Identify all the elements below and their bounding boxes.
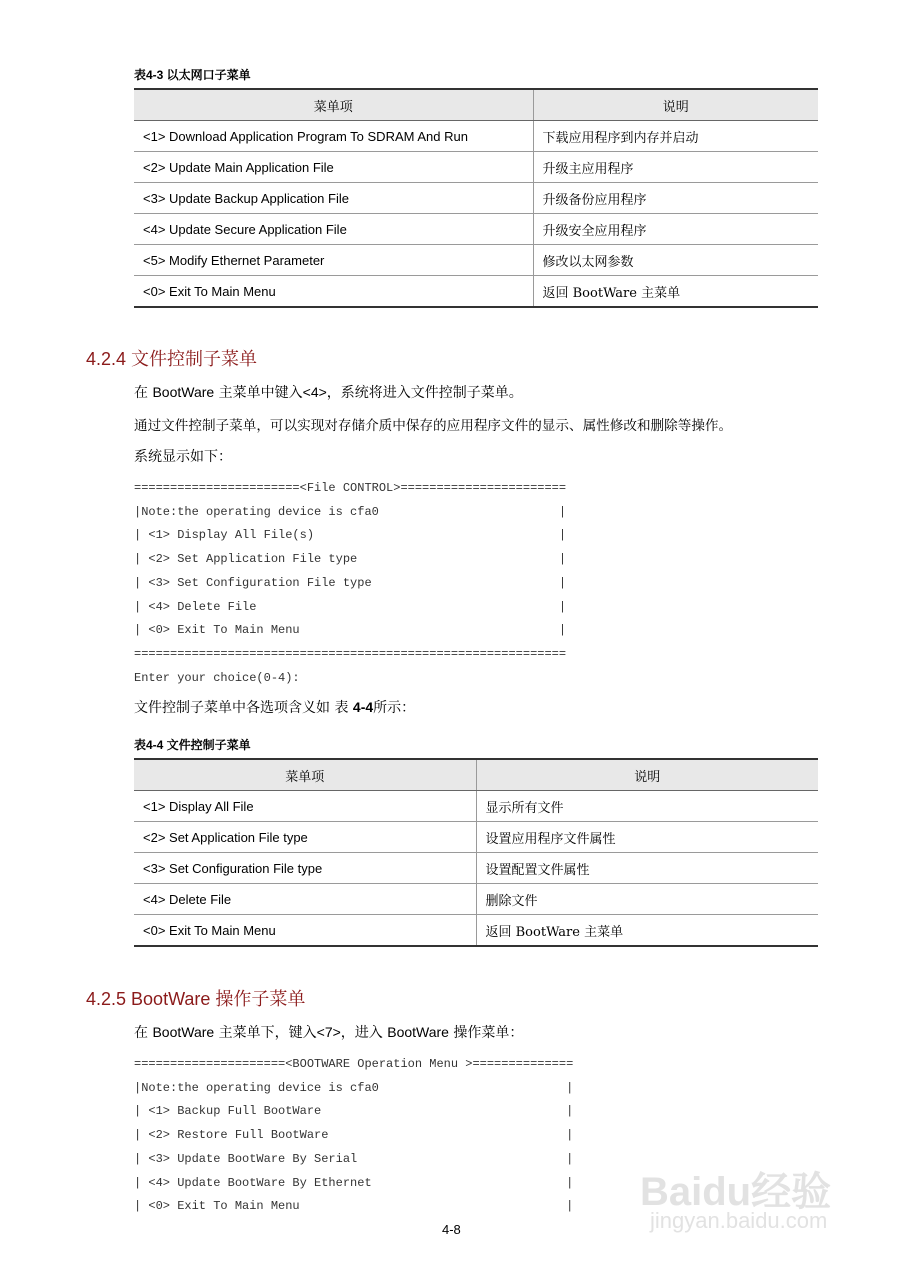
menu-item-cell: <1> Download Application Program To SDRAM And Run (134, 121, 533, 152)
description-cell: 返回 BootWare 主菜单 (533, 276, 818, 308)
baidu-watermark-url: jingyan.baidu.com (650, 1208, 828, 1233)
para-text: ，进入 (340, 1025, 383, 1041)
menu-item-cell: <4> Update Secure Application File (134, 214, 533, 245)
table2-caption: 表4-4 文件控制子菜单 (134, 738, 251, 752)
menu-item-cell: <1> Display All File (134, 791, 476, 822)
baidu-watermark-logo: Baidu经验 (640, 1170, 832, 1214)
console-output-bootware-menu: =====================<BOOTWARE Operation Menu >============== |Note:the operating device is cfa0 | | <1> Backup Full BootWare | | <2> Restore Full BootWare | | <3> Update BootWare By Serial | | <4> Update BootWare By Ethernet | | <0> Exit To Main Menu | (134, 1057, 574, 1214)
paragraph-bootware-intro (134, 1022, 523, 1042)
section-heading-file-control: 4.2.4 文件控制子菜单 (86, 349, 258, 369)
menu-item-cell: <0> Exit To Main Menu (134, 915, 476, 947)
menu-item-cell: <0> Exit To Main Menu (134, 276, 533, 308)
table1-col-desc: 说明 (533, 89, 818, 121)
para-text: 操作菜单： (453, 1025, 524, 1041)
paragraph-table-ref (134, 697, 415, 717)
description-cell: 设置应用程序文件属性 (476, 822, 818, 853)
menu-item-cell: <2> Set Application File type (134, 822, 476, 853)
key-code: <4> (302, 384, 327, 400)
table2 (134, 758, 818, 947)
table-row (134, 853, 818, 884)
para-text: 主菜单中键入 (218, 385, 303, 401)
table-row (134, 214, 818, 245)
paragraph-intro (134, 382, 523, 402)
menu-item-cell: <4> Delete File (134, 884, 476, 915)
description-cell: 升级安全应用程序 (533, 214, 818, 245)
menu-item-cell: <3> Update Backup Application File (134, 183, 533, 214)
table-row (134, 791, 818, 822)
table1-caption: 表4-3 以太网口子菜单 (134, 68, 251, 82)
description-cell: 删除文件 (476, 884, 818, 915)
description-cell: 修改以太网参数 (533, 245, 818, 276)
paragraph-description: 通过文件控制子菜单，可以实现对存储介质中保存的应用程序文件的显示、属性修改和删除等操作。 (134, 418, 733, 434)
para-text: 主菜单下，键入 (218, 1025, 317, 1041)
table-row (134, 152, 818, 183)
table-row (134, 276, 818, 308)
menu-item-cell: <3> Set Configuration File type (134, 853, 476, 884)
table1 (134, 88, 818, 308)
table2-col-desc: 说明 (476, 759, 818, 791)
table-row (134, 183, 818, 214)
page-number: 4-8 (442, 1222, 461, 1237)
section-heading-bootware-operation: 4.2.5 BootWare 操作子菜单 (86, 989, 306, 1009)
description-cell: 升级备份应用程序 (533, 183, 818, 214)
bootware-term: BootWare (387, 1024, 449, 1040)
key-code: <7> (316, 1024, 341, 1040)
para-text: 在 (134, 1025, 148, 1041)
description-cell: 设置配置文件属性 (476, 853, 818, 884)
table2-col-item: 菜单项 (134, 759, 476, 791)
description-cell: 显示所有文件 (476, 791, 818, 822)
bootware-term: BootWare (152, 1024, 215, 1040)
table-row (134, 822, 818, 853)
bootware-term: BootWare (152, 384, 215, 400)
table-row (134, 121, 818, 152)
table-row (134, 915, 818, 947)
table1-col-item: 菜单项 (134, 89, 533, 121)
para-text: 所示： (373, 700, 416, 716)
paragraph-display: 系统显示如下： (134, 449, 232, 465)
description-cell: 返回 BootWare 主菜单 (476, 915, 818, 947)
para-text: ，系统将进入文件控制子菜单。 (326, 385, 523, 401)
menu-item-cell: <2> Update Main Application File (134, 152, 533, 183)
para-text: 文件控制子菜单中各选项含义如 表 (134, 700, 349, 716)
console-output-file-control: =======================<File CONTROL>======================= |Note:the operating device is cfa0 | | <1> Display All File(s) | | <2> Set Application File type | | <3> Set Configuration File type | | <4> Delete File | | <0> Exit To Main Menu | ============================================================ Enter your choice(0-4): (134, 481, 567, 685)
table-ref-link: 4-4 (352, 699, 374, 715)
para-text: 在 (134, 385, 148, 401)
table-row (134, 245, 818, 276)
menu-item-cell: <5> Modify Ethernet Parameter (134, 245, 533, 276)
description-cell: 升级主应用程序 (533, 152, 818, 183)
table-row (134, 884, 818, 915)
description-cell: 下载应用程序到内存并启动 (533, 121, 818, 152)
